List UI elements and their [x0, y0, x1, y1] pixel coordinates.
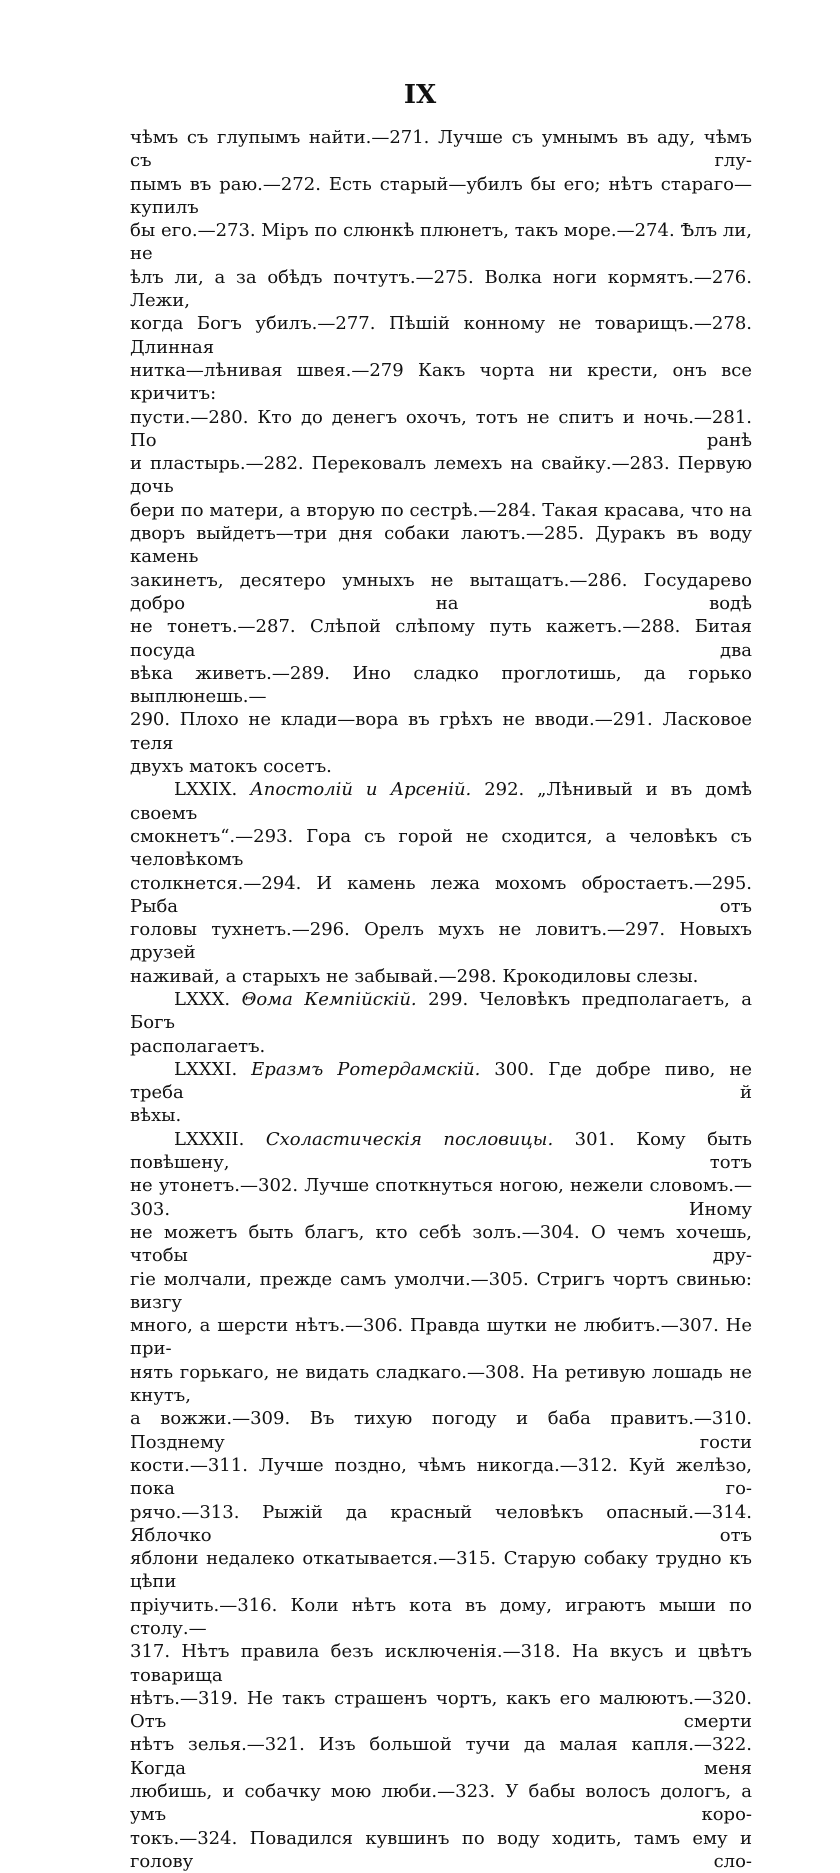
text-line: бери по матери, а вторую по сестрѣ.—284. Такая красава, что на: [130, 499, 752, 521]
text-line: когда Богъ убилъ.—277. Пѣшій конному не товарищъ.—278. Длинная: [130, 313, 752, 358]
text-line: смокнетъ“.—293. Гора съ горой не сходится, а человѣкъ съ человѣкомъ: [130, 825, 752, 871]
text-line: чѣмъ съ глупымъ найти.—271. Лучше съ умнымъ въ аду, чѣмъ съ глу-: [130, 127, 752, 172]
text-line: вѣка живетъ.—289. Ино сладко проглотишь, да горько выплюнешь.—: [130, 662, 752, 708]
text-line: наживай, а старыхъ не забывай.—298. Крокодиловы слезы.: [130, 965, 699, 987]
text-line: пріучить.—316. Коли нѣтъ кота въ дому, играютъ мыши по столу.—: [130, 1594, 752, 1639]
section-number: LXXXI.: [174, 1058, 238, 1080]
section-author: Θома Кемпійскій.: [241, 988, 417, 1010]
text-line: пымъ въ раю.—272. Есть старый—убилъ бы его; нѣтъ стараго—купилъ: [130, 173, 752, 218]
text-line: много, а шерсти нѣтъ.—306. Правда шутки не любитъ.—307. Не при-: [130, 1315, 752, 1360]
body-text: [130, 126, 752, 1873]
text-line: 290. Плохо не клади—вора въ грѣхъ не вводи.—291. Ласковое теля: [130, 709, 752, 754]
text-line: нитка—лѣнивая швея.—279 Какъ чорта ни крести, онъ все кричитъ:: [130, 359, 752, 405]
text-line: бы его.—273. Міръ по слюнкѣ плюнетъ, такъ море.—274. Ѣлъ ли, не: [130, 220, 752, 265]
text-line: столкнется.—294. И камень лежа мохомъ обростаетъ.—295. Рыба отъ: [130, 872, 752, 917]
text-line: нѣтъ.—319. Не такъ страшенъ чортъ, какъ его малюютъ.—320. Отъ смерти: [130, 1687, 752, 1733]
text-line: не тонетъ.—287. Слѣпой слѣпому путь кажетъ.—288. Битая посуда два: [130, 616, 752, 661]
text-line: и пластырь.—282. Перековалъ лемехъ на свайку.—283. Первую дочь: [130, 453, 752, 498]
text-line: рячо.—313. Рыжій да красный человѣкъ опасный.—314. Яблочко отъ: [130, 1501, 752, 1546]
text-line: 317. Нѣтъ правила безъ исключенія.—318. На вкусъ и цвѣтъ товарища: [130, 1641, 752, 1686]
text-line: головы тухнетъ.—296. Орелъ мухъ не ловитъ.—297. Новыхъ друзей: [130, 919, 752, 964]
section-heading-line: [130, 778, 752, 825]
section-heading-line: [130, 1058, 752, 1105]
section-heading-line: [130, 1128, 752, 1175]
section-number: LXXIX.: [174, 779, 238, 801]
text-fragment: 301. Кому быть повѣшену, тотъ: [130, 1128, 752, 1174]
text-fragment: 299. Человѣкъ предполагаетъ, а Богъ: [130, 988, 752, 1034]
section-author: Еразмъ Ротердамскій.: [251, 1058, 481, 1080]
text-line: вѣхы.: [130, 1105, 182, 1127]
text-line: закинетъ, десятеро умныхъ не вытащатъ.—286. Государево добро на водѣ: [130, 569, 752, 614]
section-heading-line: [130, 988, 752, 1035]
text-line: нять горькаго, не видать сладкаго.—308. На ретивую лошадь не кнутъ,: [130, 1361, 752, 1407]
text-line: токъ.—324. Повадился кувшинъ по воду ходить, тамъ ему и голову сло-: [130, 1827, 752, 1872]
text-line: нѣтъ зелья.—321. Изъ большой тучи да малая капля.—322. Когда меня: [130, 1734, 752, 1779]
section-number: LXXXII.: [174, 1128, 245, 1150]
section-author: Схоластическія пословицы.: [265, 1128, 554, 1150]
text-fragment: 292. „Лѣнивый и въ домѣ своемъ: [130, 779, 752, 824]
text-line: кости.—311. Лучше поздно, чѣмъ никогда.—312. Куй желѣзо, пока го-: [130, 1454, 752, 1500]
text-line: не можетъ быть благъ, кто себѣ золъ.—304. О чемъ хочешь, чтобы дру-: [130, 1221, 752, 1267]
text-line: не утонетъ.—302. Лучше споткнуться ногою, нежели словомъ.—303. Иному: [130, 1175, 752, 1220]
text-line: гіе молчали, прежде самъ умолчи.—305. Стригъ чортъ свинью: визгу: [130, 1268, 752, 1313]
text-line: пусти.—280. Кто до денегъ охочъ, тотъ не спитъ и ночь.—281. По ранѣ: [130, 406, 752, 451]
text-line: яблони недалеко откатывается.—315. Старую собаку трудно къ цѣпи: [130, 1548, 752, 1593]
text-line: ѣлъ ли, а за обѣдъ почтутъ.—275. Волка ноги кормятъ.—276. Лежи,: [130, 266, 752, 312]
text-line: двухъ матокъ сосетъ.: [130, 756, 332, 778]
text-line: а вожжи.—309. Въ тихую погоду и баба правитъ.—310. Позднему гости: [130, 1408, 752, 1453]
text-line: любишь, и собачку мою люби.—323. У бабы волосъ дологъ, а умъ коро-: [130, 1781, 752, 1826]
page-number: IX: [403, 80, 437, 110]
text-line: дворъ выйдетъ—три дня собаки лаютъ.—285. Дуракъ въ воду камень: [130, 523, 752, 568]
section-number: LXXX.: [174, 988, 231, 1010]
section-author: Апостолій и Арсеній.: [250, 779, 472, 801]
text-line: располагаетъ.: [130, 1035, 266, 1057]
text-fragment: 300. Где добре пиво, не треба й: [130, 1058, 752, 1104]
